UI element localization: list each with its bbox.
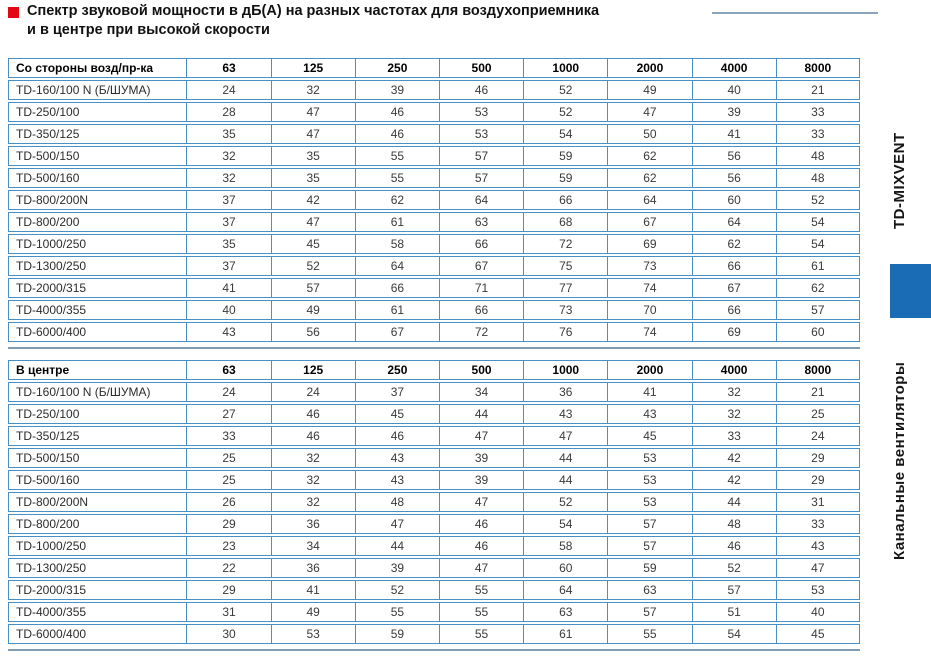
table-bottom-rule (8, 347, 860, 349)
value-cell: 39 (355, 558, 439, 578)
value-cell: 31 (776, 492, 860, 512)
value-cell: 47 (271, 102, 355, 122)
value-cell: 52 (776, 190, 860, 210)
value-cell: 42 (271, 190, 355, 210)
value-cell: 57 (607, 602, 691, 622)
value-cell: 64 (439, 190, 523, 210)
value-cell: 28 (186, 102, 270, 122)
value-cell: 59 (355, 624, 439, 644)
value-cell: 37 (186, 190, 270, 210)
freq-column-header: 125 (271, 58, 355, 78)
value-cell: 25 (186, 448, 270, 468)
value-cell: 46 (355, 102, 439, 122)
value-cell: 32 (186, 146, 270, 166)
value-cell: 63 (439, 212, 523, 232)
value-cell: 39 (355, 80, 439, 100)
model-column-header: Со стороны возд/пр-ка (8, 58, 186, 78)
value-cell: 66 (439, 234, 523, 254)
value-cell: 46 (355, 124, 439, 144)
value-cell: 41 (607, 382, 691, 402)
title-rule-line (712, 12, 878, 14)
value-cell: 72 (523, 234, 607, 254)
value-cell: 39 (439, 448, 523, 468)
table-row (8, 168, 860, 188)
freq-column-header: 500 (439, 360, 523, 380)
sidebar-category-label: Канальные вентиляторы (891, 361, 908, 561)
model-cell: TD-160/100 N (Б/ШУМА) (8, 80, 186, 100)
value-cell: 51 (692, 602, 776, 622)
model-cell: TD-6000/400 (8, 322, 186, 342)
value-cell: 54 (523, 124, 607, 144)
value-cell: 48 (355, 492, 439, 512)
value-cell: 45 (607, 426, 691, 446)
model-column-header: В центре (8, 360, 186, 380)
value-cell: 32 (692, 404, 776, 424)
model-cell: TD-500/160 (8, 168, 186, 188)
freq-column-header: 2000 (607, 58, 691, 78)
value-cell: 44 (523, 448, 607, 468)
value-cell: 48 (692, 514, 776, 534)
value-cell: 52 (271, 256, 355, 276)
value-cell: 57 (607, 536, 691, 556)
value-cell: 44 (355, 536, 439, 556)
value-cell: 43 (523, 404, 607, 424)
value-cell: 40 (692, 80, 776, 100)
table-row (8, 448, 860, 468)
table-row (8, 256, 860, 276)
value-cell: 35 (186, 124, 270, 144)
value-cell: 35 (186, 234, 270, 254)
freq-column-header: 125 (271, 360, 355, 380)
value-cell: 73 (607, 256, 691, 276)
value-cell: 58 (523, 536, 607, 556)
value-cell: 24 (186, 382, 270, 402)
value-cell: 48 (776, 146, 860, 166)
table-row (8, 146, 860, 166)
freq-column-header: 1000 (523, 360, 607, 380)
model-cell: TD-1300/250 (8, 256, 186, 276)
freq-column-header: 8000 (776, 360, 860, 380)
table-row (8, 278, 860, 298)
value-cell: 26 (186, 492, 270, 512)
value-cell: 56 (271, 322, 355, 342)
value-cell: 43 (355, 470, 439, 490)
intake-spectrum-table (8, 56, 860, 344)
value-cell: 46 (439, 514, 523, 534)
value-cell: 48 (776, 168, 860, 188)
value-cell: 21 (776, 80, 860, 100)
model-cell: TD-2000/315 (8, 580, 186, 600)
table-row (8, 102, 860, 122)
value-cell: 52 (523, 492, 607, 512)
value-cell: 23 (186, 536, 270, 556)
value-cell: 66 (692, 256, 776, 276)
value-cell: 25 (776, 404, 860, 424)
table-row (8, 212, 860, 232)
value-cell: 41 (186, 278, 270, 298)
value-cell: 44 (439, 404, 523, 424)
page-title (27, 2, 727, 40)
value-cell: 35 (271, 146, 355, 166)
value-cell: 57 (607, 514, 691, 534)
value-cell: 57 (439, 168, 523, 188)
value-cell: 36 (271, 514, 355, 534)
value-cell: 53 (776, 580, 860, 600)
value-cell: 63 (607, 580, 691, 600)
page-title-line1: Спектр звуковой мощности в дБ(А) на разных частотах для воздухоприемника (27, 3, 600, 19)
value-cell: 53 (607, 470, 691, 490)
value-cell: 53 (271, 624, 355, 644)
freq-column-header: 1000 (523, 58, 607, 78)
page-title-line2: и в центре при высокой скорости (27, 22, 270, 38)
value-cell: 52 (523, 102, 607, 122)
value-cell: 29 (776, 448, 860, 468)
value-cell: 35 (271, 168, 355, 188)
value-cell: 55 (355, 146, 439, 166)
model-cell: TD-350/125 (8, 426, 186, 446)
value-cell: 32 (271, 80, 355, 100)
freq-column-header: 2000 (607, 360, 691, 380)
value-cell: 37 (186, 256, 270, 276)
table-row (8, 124, 860, 144)
value-cell: 47 (607, 102, 691, 122)
freq-column-header: 250 (355, 58, 439, 78)
value-cell: 64 (607, 190, 691, 210)
value-cell: 53 (607, 492, 691, 512)
model-cell: TD-1000/250 (8, 234, 186, 254)
value-cell: 55 (355, 168, 439, 188)
value-cell: 54 (776, 212, 860, 232)
value-cell: 32 (186, 168, 270, 188)
value-cell: 54 (523, 514, 607, 534)
table-bottom-rule (8, 649, 860, 651)
model-cell: TD-4000/355 (8, 602, 186, 622)
value-cell: 58 (355, 234, 439, 254)
value-cell: 29 (186, 514, 270, 534)
value-cell: 34 (439, 382, 523, 402)
value-cell: 39 (692, 102, 776, 122)
value-cell: 55 (439, 580, 523, 600)
value-cell: 69 (692, 322, 776, 342)
section-bullet-icon (8, 7, 19, 18)
model-cell: TD-1300/250 (8, 558, 186, 578)
value-cell: 47 (776, 558, 860, 578)
value-cell: 55 (355, 602, 439, 622)
value-cell: 60 (523, 558, 607, 578)
value-cell: 64 (523, 580, 607, 600)
value-cell: 56 (692, 168, 776, 188)
value-cell: 66 (523, 190, 607, 210)
model-cell: TD-250/100 (8, 102, 186, 122)
table-header-row (8, 360, 860, 380)
sidebar-series-label: TD-MIXVENT (891, 132, 908, 230)
value-cell: 52 (523, 80, 607, 100)
value-cell: 57 (439, 146, 523, 166)
model-cell: TD-800/200 (8, 212, 186, 232)
value-cell: 40 (186, 300, 270, 320)
value-cell: 22 (186, 558, 270, 578)
center-spectrum-table (8, 358, 860, 646)
value-cell: 47 (439, 558, 523, 578)
value-cell: 49 (271, 602, 355, 622)
value-cell: 67 (355, 322, 439, 342)
value-cell: 67 (692, 278, 776, 298)
value-cell: 70 (607, 300, 691, 320)
value-cell: 34 (271, 536, 355, 556)
table-row (8, 580, 860, 600)
value-cell: 61 (776, 256, 860, 276)
value-cell: 45 (271, 234, 355, 254)
value-cell: 71 (439, 278, 523, 298)
value-cell: 55 (607, 624, 691, 644)
value-cell: 53 (439, 124, 523, 144)
value-cell: 29 (186, 580, 270, 600)
value-cell: 62 (355, 190, 439, 210)
value-cell: 45 (355, 404, 439, 424)
value-cell: 55 (439, 602, 523, 622)
value-cell: 47 (523, 426, 607, 446)
value-cell: 46 (439, 536, 523, 556)
value-cell: 36 (523, 382, 607, 402)
value-cell: 74 (607, 322, 691, 342)
value-cell: 33 (776, 124, 860, 144)
value-cell: 30 (186, 624, 270, 644)
value-cell: 33 (186, 426, 270, 446)
freq-column-header: 63 (186, 360, 270, 380)
value-cell: 46 (271, 404, 355, 424)
value-cell: 73 (523, 300, 607, 320)
value-cell: 69 (607, 234, 691, 254)
value-cell: 31 (186, 602, 270, 622)
sidebar-section-marker (890, 264, 931, 318)
intake-table-container (8, 56, 860, 344)
model-cell: TD-500/150 (8, 448, 186, 468)
freq-column-header: 4000 (692, 360, 776, 380)
value-cell: 46 (355, 426, 439, 446)
model-cell: TD-160/100 N (Б/ШУМА) (8, 382, 186, 402)
value-cell: 74 (607, 278, 691, 298)
model-cell: TD-800/200 (8, 514, 186, 534)
value-cell: 62 (776, 278, 860, 298)
value-cell: 61 (355, 212, 439, 232)
value-cell: 68 (523, 212, 607, 232)
value-cell: 32 (692, 382, 776, 402)
value-cell: 49 (607, 80, 691, 100)
table-row (8, 602, 860, 622)
value-cell: 60 (776, 322, 860, 342)
table-row (8, 234, 860, 254)
value-cell: 32 (271, 470, 355, 490)
table-header-row (8, 58, 860, 78)
value-cell: 64 (355, 256, 439, 276)
value-cell: 33 (776, 102, 860, 122)
freq-column-header: 8000 (776, 58, 860, 78)
model-cell: TD-250/100 (8, 404, 186, 424)
value-cell: 46 (692, 536, 776, 556)
value-cell: 45 (776, 624, 860, 644)
value-cell: 43 (186, 322, 270, 342)
value-cell: 66 (439, 300, 523, 320)
value-cell: 47 (271, 124, 355, 144)
value-cell: 40 (776, 602, 860, 622)
value-cell: 47 (355, 514, 439, 534)
freq-column-header: 500 (439, 58, 523, 78)
value-cell: 27 (186, 404, 270, 424)
freq-column-header: 250 (355, 360, 439, 380)
value-cell: 42 (692, 470, 776, 490)
value-cell: 59 (523, 146, 607, 166)
model-cell: TD-500/160 (8, 470, 186, 490)
value-cell: 66 (692, 300, 776, 320)
table-row (8, 624, 860, 644)
value-cell: 63 (523, 602, 607, 622)
model-cell: TD-4000/355 (8, 300, 186, 320)
value-cell: 52 (692, 558, 776, 578)
model-cell: TD-800/200N (8, 190, 186, 210)
table-row (8, 558, 860, 578)
value-cell: 32 (271, 492, 355, 512)
value-cell: 54 (776, 234, 860, 254)
table-row (8, 382, 860, 402)
value-cell: 37 (355, 382, 439, 402)
table-row (8, 322, 860, 342)
table-row (8, 190, 860, 210)
value-cell: 44 (692, 492, 776, 512)
value-cell: 62 (607, 168, 691, 188)
value-cell: 75 (523, 256, 607, 276)
value-cell: 72 (439, 322, 523, 342)
value-cell: 24 (776, 426, 860, 446)
table-row (8, 404, 860, 424)
value-cell: 36 (271, 558, 355, 578)
value-cell: 60 (692, 190, 776, 210)
table-row (8, 300, 860, 320)
value-cell: 46 (439, 80, 523, 100)
value-cell: 61 (355, 300, 439, 320)
value-cell: 59 (607, 558, 691, 578)
value-cell: 52 (355, 580, 439, 600)
table-row (8, 536, 860, 556)
table-row (8, 470, 860, 490)
value-cell: 33 (692, 426, 776, 446)
table-row (8, 514, 860, 534)
value-cell: 54 (692, 624, 776, 644)
model-cell: TD-6000/400 (8, 624, 186, 644)
value-cell: 57 (692, 580, 776, 600)
value-cell: 62 (607, 146, 691, 166)
table-row (8, 80, 860, 100)
value-cell: 53 (439, 102, 523, 122)
model-cell: TD-350/125 (8, 124, 186, 144)
model-cell: TD-500/150 (8, 146, 186, 166)
value-cell: 37 (186, 212, 270, 232)
value-cell: 64 (692, 212, 776, 232)
value-cell: 62 (692, 234, 776, 254)
value-cell: 57 (271, 278, 355, 298)
value-cell: 77 (523, 278, 607, 298)
value-cell: 43 (607, 404, 691, 424)
value-cell: 42 (692, 448, 776, 468)
freq-column-header: 63 (186, 58, 270, 78)
value-cell: 24 (271, 382, 355, 402)
value-cell: 47 (439, 492, 523, 512)
value-cell: 32 (271, 448, 355, 468)
freq-column-header: 4000 (692, 58, 776, 78)
value-cell: 59 (523, 168, 607, 188)
value-cell: 57 (776, 300, 860, 320)
table-row (8, 492, 860, 512)
value-cell: 53 (607, 448, 691, 468)
value-cell: 46 (271, 426, 355, 446)
value-cell: 43 (776, 536, 860, 556)
value-cell: 55 (439, 624, 523, 644)
value-cell: 25 (186, 470, 270, 490)
value-cell: 67 (439, 256, 523, 276)
value-cell: 24 (186, 80, 270, 100)
table-row (8, 426, 860, 446)
value-cell: 21 (776, 382, 860, 402)
value-cell: 43 (355, 448, 439, 468)
value-cell: 44 (523, 470, 607, 490)
value-cell: 29 (776, 470, 860, 490)
value-cell: 76 (523, 322, 607, 342)
value-cell: 61 (523, 624, 607, 644)
value-cell: 39 (439, 470, 523, 490)
value-cell: 47 (439, 426, 523, 446)
value-cell: 41 (271, 580, 355, 600)
value-cell: 50 (607, 124, 691, 144)
model-cell: TD-2000/315 (8, 278, 186, 298)
value-cell: 56 (692, 146, 776, 166)
value-cell: 41 (692, 124, 776, 144)
model-cell: TD-1000/250 (8, 536, 186, 556)
value-cell: 67 (607, 212, 691, 232)
center-table-container (8, 358, 860, 646)
value-cell: 66 (355, 278, 439, 298)
value-cell: 49 (271, 300, 355, 320)
model-cell: TD-800/200N (8, 492, 186, 512)
value-cell: 33 (776, 514, 860, 534)
value-cell: 47 (271, 212, 355, 232)
